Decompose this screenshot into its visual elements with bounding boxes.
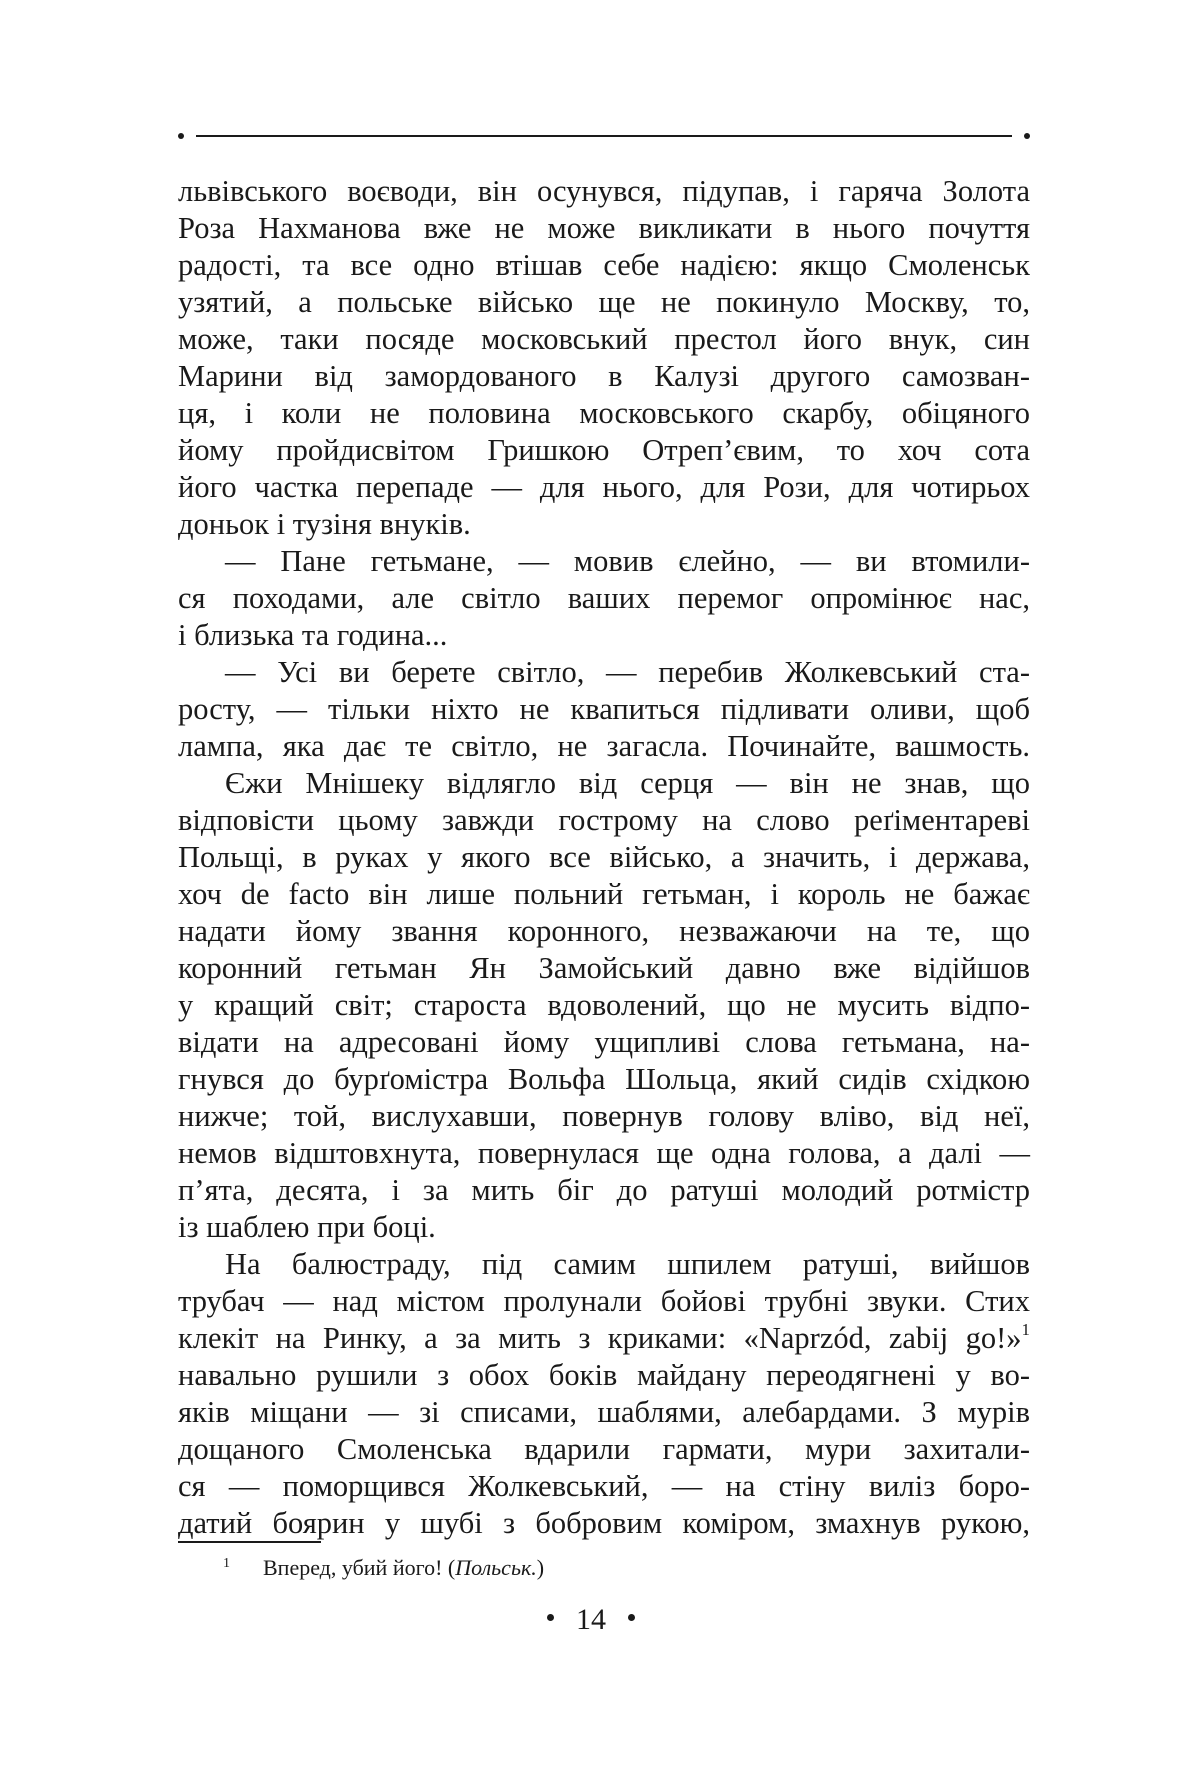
text-line: ся — поморщився Жолкевський, — на стіну виліз боро- (178, 1469, 1030, 1503)
text-line: Єжи Мнішеку відлягло від серця — він не знав, що (225, 766, 1030, 800)
text-line: дощаного Смоленська вдарили гармати, мури захитали- (178, 1432, 1030, 1466)
text-line: відповісти цьому завжди гострому на слово реґіментареві (178, 803, 1030, 837)
text-line: гнувся до бурґомістра Вольфа Шольца, який сидів східкою (178, 1062, 1030, 1096)
text-line-content: клекіт на Ринку, а за мить з криками: «Naprzód, zabij go!» (178, 1321, 1022, 1355)
header-rule-left-dot (178, 133, 184, 139)
text-line: Польщі, в руках у якого все військо, а значить, і держава, (178, 840, 1030, 874)
text-line: датий боярин у шубі з бобровим коміром, змахнув рукою, (178, 1506, 1030, 1540)
text-line: навально рушили з обох боків майдану переодягнені у во- (178, 1358, 1030, 1392)
text-line: радості, та все одно втішав себе надією: якщо Смоленськ (178, 248, 1030, 282)
footnote-close-paren: ) (536, 1555, 545, 1580)
header-rule-line (196, 135, 1012, 137)
text-line: яків міщани — зі списами, шаблями, алебардами. З мурів (178, 1395, 1030, 1429)
header-rule-right-dot (1024, 133, 1030, 139)
page-number-left-dot (547, 1614, 554, 1621)
text-line: із шаблею при боці. (178, 1210, 436, 1244)
text-line: — Усі ви берете світло, — перебив Жолкевський ста- (225, 655, 1030, 689)
text-line: і близька та година... (178, 618, 448, 652)
header-rule (178, 130, 1030, 142)
footnote-text: Вперед, убий його! ( (263, 1555, 456, 1580)
text-line: узятий, а польське військо ще не покинуло Москву, то, (178, 285, 1030, 319)
body-text (178, 173, 1030, 1542)
text-line: немов відштовхнута, повернулася ще одна голова, а далі — (178, 1136, 1030, 1170)
footnote-source-language: Польськ. (455, 1555, 537, 1580)
text-line: Марини від замордованого в Калузі другого самозван- (178, 359, 1030, 393)
text-line: відати на адресовані йому ущипливі слова гетьмана, на- (178, 1025, 1030, 1059)
text-line: росту, — тільки ніхто не квапиться підливати оливи, щоб (178, 692, 1030, 726)
text-line: його частка перепаде — для нього, для Рози, для чотирьох (178, 470, 1030, 504)
footnote-reference[interactable]: 1 (1021, 1320, 1030, 1339)
text-line: коронний гетьман Ян Замойський давно вже відійшов (178, 951, 1030, 985)
text-line: нижче; той, вислухавши, повернув голову вліво, від неї, (178, 1099, 1030, 1133)
text-line: ця, і коли не половина московського скарбу, обіцяного (178, 396, 1030, 430)
text-line: у кращий світ; староста вдоволений, що не мусить відпо- (178, 988, 1030, 1022)
text-line: надати йому звання коронного, незважаючи на те, що (178, 914, 1030, 948)
text-line: може, таки посяде московський престол його внук, син (178, 322, 1030, 356)
text-line: — Пане гетьмане, — мовив єлейно, — ви втомили- (225, 544, 1030, 578)
text-line: п’ята, десята, і за мить біг до ратуші молодий ротмістр (178, 1173, 1030, 1207)
text-line: ся походами, але світло ваших перемог опромінює нас, (178, 581, 1030, 615)
text-line: лампа, яка дає те світло, не загасла. Починайте, вашмость. (178, 729, 1030, 763)
text-line: хоч de facto він лише польний гетьман, і король не бажає (178, 877, 1030, 911)
text-line: йому пройдисвітом Гришкою Отреп’євим, то хоч сота (178, 433, 1030, 467)
page-number-right-dot (628, 1614, 635, 1621)
text-line: трубач — над містом пролунали бойові трубні звуки. Стих (178, 1284, 1030, 1318)
text-line: доньок і тузіня внуків. (178, 507, 471, 541)
footnote: 1 Вперед, убий його! (Польськ.) (223, 1555, 545, 1580)
text-line: Роза Нахманова вже не може викликати в нього почуття (178, 211, 1030, 245)
page-number (0, 1600, 1182, 1640)
footnote-separator (178, 1541, 321, 1543)
page-number-value: 14 (576, 1603, 606, 1636)
text-line: львівського воєводи, він осунувся, підупав, і гаряча Золота (178, 174, 1030, 208)
text-line-with-footnote (178, 1320, 1030, 1357)
text-line: На балюстраду, під самим шпилем ратуші, вийшов (225, 1247, 1030, 1281)
